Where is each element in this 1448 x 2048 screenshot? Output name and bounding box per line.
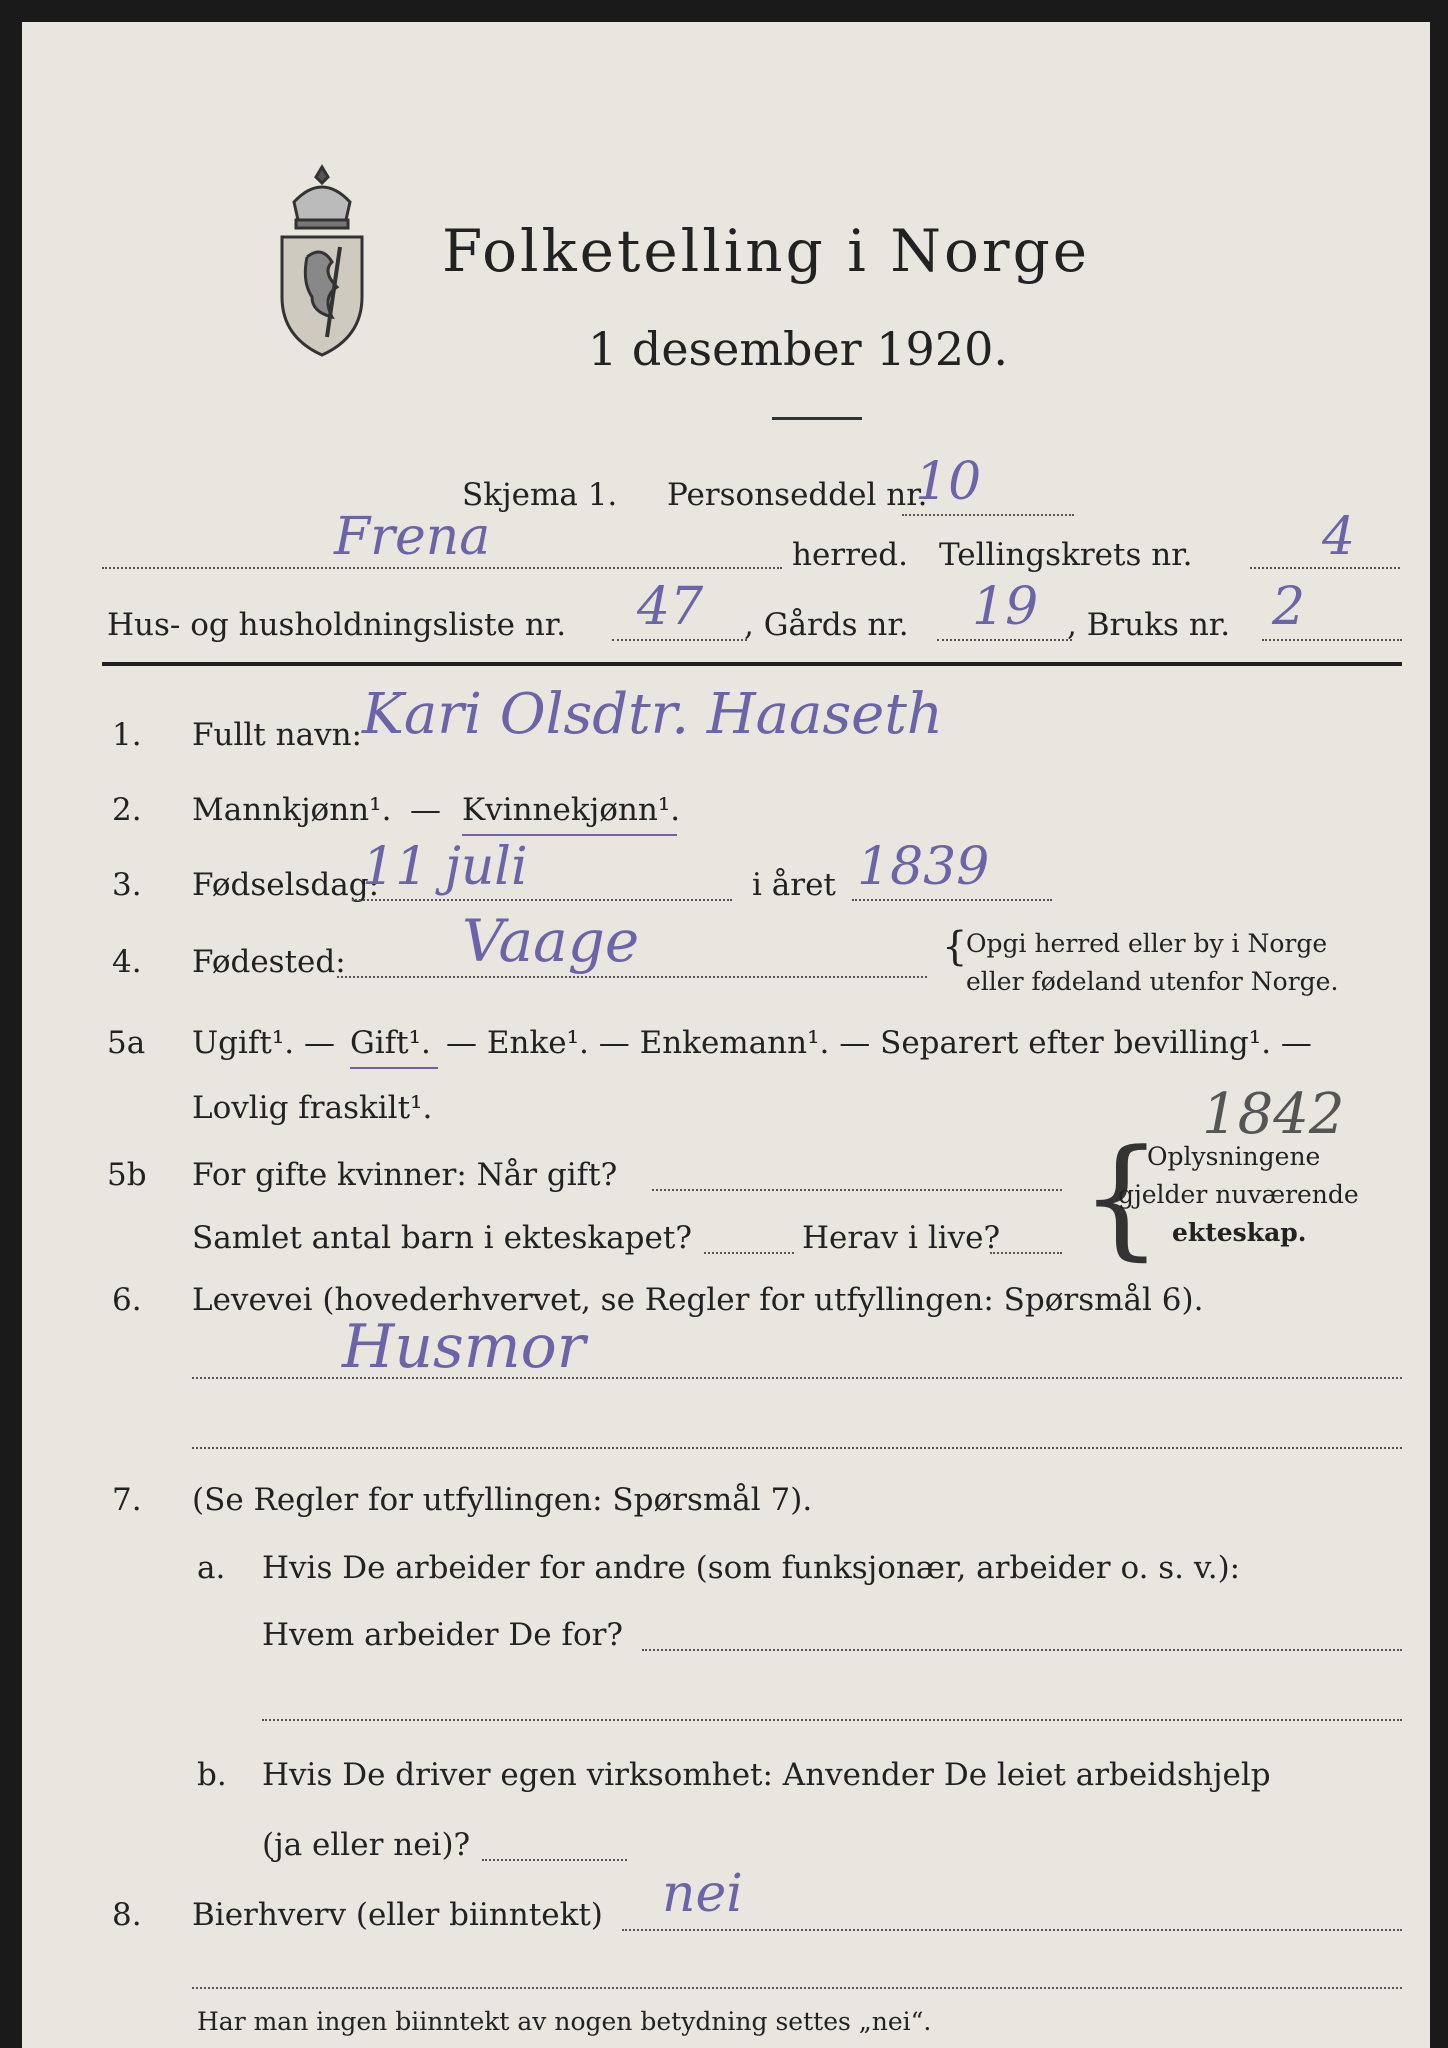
q5a-gift-underline <box>350 1067 438 1069</box>
q8-side-income[interactable]: nei <box>662 1864 743 1924</box>
q8-label: Bierhverv (eller biinntekt) <box>192 1897 603 1933</box>
q5b-married-field-line <box>652 1189 1062 1191</box>
q7b-label: Hvis De driver egen virksomhet: Anvender De leiet arbeidshjelp <box>262 1757 1271 1793</box>
bruks-label: , Bruks nr. <box>1067 607 1231 643</box>
q7-label: (Se Regler for utfyllingen: Spørsmål 7). <box>192 1482 813 1518</box>
q7b-field-line <box>482 1859 627 1861</box>
q4-label: Fødested: <box>192 944 346 980</box>
q5b-alive-field-line <box>990 1252 1062 1254</box>
q6-field-line-2 <box>192 1447 1402 1449</box>
q5a-ugift-option[interactable]: Ugift¹. — <box>192 1025 335 1061</box>
header-separator <box>102 662 1402 666</box>
q4-note-line2: eller fødeland utenfor Norge. <box>966 967 1339 996</box>
q5b-alive-label: Herav i live? <box>802 1220 1001 1256</box>
bruks-value[interactable]: 2 <box>1272 577 1306 637</box>
hus-label: Hus- og husholdningsliste nr. <box>107 607 567 643</box>
q5a-fraskilt-option[interactable]: Lovlig fraskilt¹. <box>192 1090 433 1126</box>
personseddel-field-line <box>902 514 1074 516</box>
q2-separator: — <box>410 792 441 828</box>
q5b-note-bracket: { <box>1080 1121 1163 1273</box>
coat-of-arms-icon <box>272 162 372 362</box>
tellingskrets-label: Tellingskrets nr. <box>939 537 1193 573</box>
q2-male-option[interactable]: Mannkjønn¹. <box>192 792 392 828</box>
q3-number: 3. <box>112 867 142 903</box>
q8-field-line-2 <box>192 1987 1402 1989</box>
census-form-page <box>22 22 1430 2048</box>
personseddel-label: Personseddel nr. <box>667 477 928 513</box>
footer-note: Har man ingen biinntekt av nogen betydning settes „nei“. <box>197 2007 932 2036</box>
q2-number: 2. <box>112 792 142 828</box>
q4-number: 4. <box>112 944 142 980</box>
q2-female-underline <box>462 834 677 836</box>
q7a-label: Hvis De arbeider for andre (som funksjonær, arbeider o. s. v.): <box>262 1550 1241 1586</box>
herred-label: herred. <box>792 537 908 573</box>
herred-field-line <box>102 567 782 569</box>
q7-number: 7. <box>112 1482 142 1518</box>
q6-number: 6. <box>112 1282 142 1318</box>
hus-field-line <box>612 639 747 641</box>
q4-note-line1: Opgi herred eller by i Norge <box>966 929 1328 958</box>
tellingskrets-field-line <box>1250 567 1400 569</box>
q4-field-line <box>337 976 927 978</box>
q6-field-line-1 <box>192 1377 1402 1379</box>
q5b-children-field-line <box>704 1252 794 1254</box>
q7b-letter: b. <box>197 1757 227 1793</box>
q5b-children-label: Samlet antal barn i ekteskapet? <box>192 1220 692 1256</box>
q7a-field-line-2 <box>262 1719 1402 1721</box>
q4-note-bracket: { <box>942 924 968 970</box>
q5a-other-options[interactable]: — Enke¹. — Enkemann¹. — Separert efter bevilling¹. — <box>446 1025 1312 1061</box>
q5a-number: 5a <box>107 1025 146 1061</box>
q3-birthday[interactable]: 11 juli <box>362 837 528 897</box>
tellingskrets-value[interactable]: 4 <box>1322 507 1356 567</box>
q1-number: 1. <box>112 717 142 753</box>
q4-birthplace[interactable]: Vaage <box>462 907 640 975</box>
personseddel-value[interactable]: 10 <box>915 452 982 512</box>
q5b-note-line3: ekteskap. <box>1172 1218 1307 1247</box>
q5b-note-line2: gjelder nuværende <box>1118 1180 1359 1209</box>
q1-label: Fullt navn: <box>192 717 362 753</box>
q7a-sub-label: Hvem arbeider De for? <box>262 1617 624 1653</box>
q8-number: 8. <box>112 1897 142 1933</box>
q5b-married-year[interactable]: 1842 <box>1202 1082 1345 1147</box>
q6-occupation[interactable]: Husmor <box>342 1312 586 1382</box>
q7a-letter: a. <box>197 1550 226 1586</box>
gards-value[interactable]: 19 <box>972 577 1039 637</box>
q6-label: Levevei (hovederhvervet, se Regler for utfyllingen: Spørsmål 6). <box>192 1282 1204 1318</box>
q7a-field-line-1 <box>642 1649 1402 1651</box>
q5b-number: 5b <box>107 1157 147 1193</box>
gards-label: , Gårds nr. <box>744 607 909 643</box>
q8-field-line <box>622 1929 1402 1931</box>
q1-full-name[interactable]: Kari Olsdtr. Haaseth <box>362 682 943 747</box>
q3-year-label: i året <box>752 867 836 903</box>
census-date: 1 desember 1920. <box>588 322 1008 376</box>
q3-birth-year[interactable]: 1839 <box>857 837 990 897</box>
q5b-note-line1: Oplysningene <box>1147 1142 1321 1171</box>
q5b-label: For gifte kvinner: Når gift? <box>192 1157 618 1193</box>
gards-field-line <box>937 639 1072 641</box>
herred-value[interactable]: Frena <box>334 507 491 567</box>
q3-label: Fødselsdag: <box>192 867 380 903</box>
bruks-field-line <box>1262 639 1402 641</box>
q5a-gift-option[interactable]: Gift¹. <box>350 1025 431 1061</box>
q3-field-line <box>352 899 732 901</box>
skjema-label: Skjema 1. <box>462 477 618 513</box>
q7b-sub-label: (ja eller nei)? <box>262 1827 471 1863</box>
q3-year-field-line <box>852 899 1052 901</box>
title-divider <box>772 417 862 420</box>
form-title: Folketelling i Norge <box>442 217 1091 285</box>
q2-female-option[interactable]: Kvinnekjønn¹. <box>462 792 681 828</box>
hus-value[interactable]: 47 <box>637 577 704 637</box>
